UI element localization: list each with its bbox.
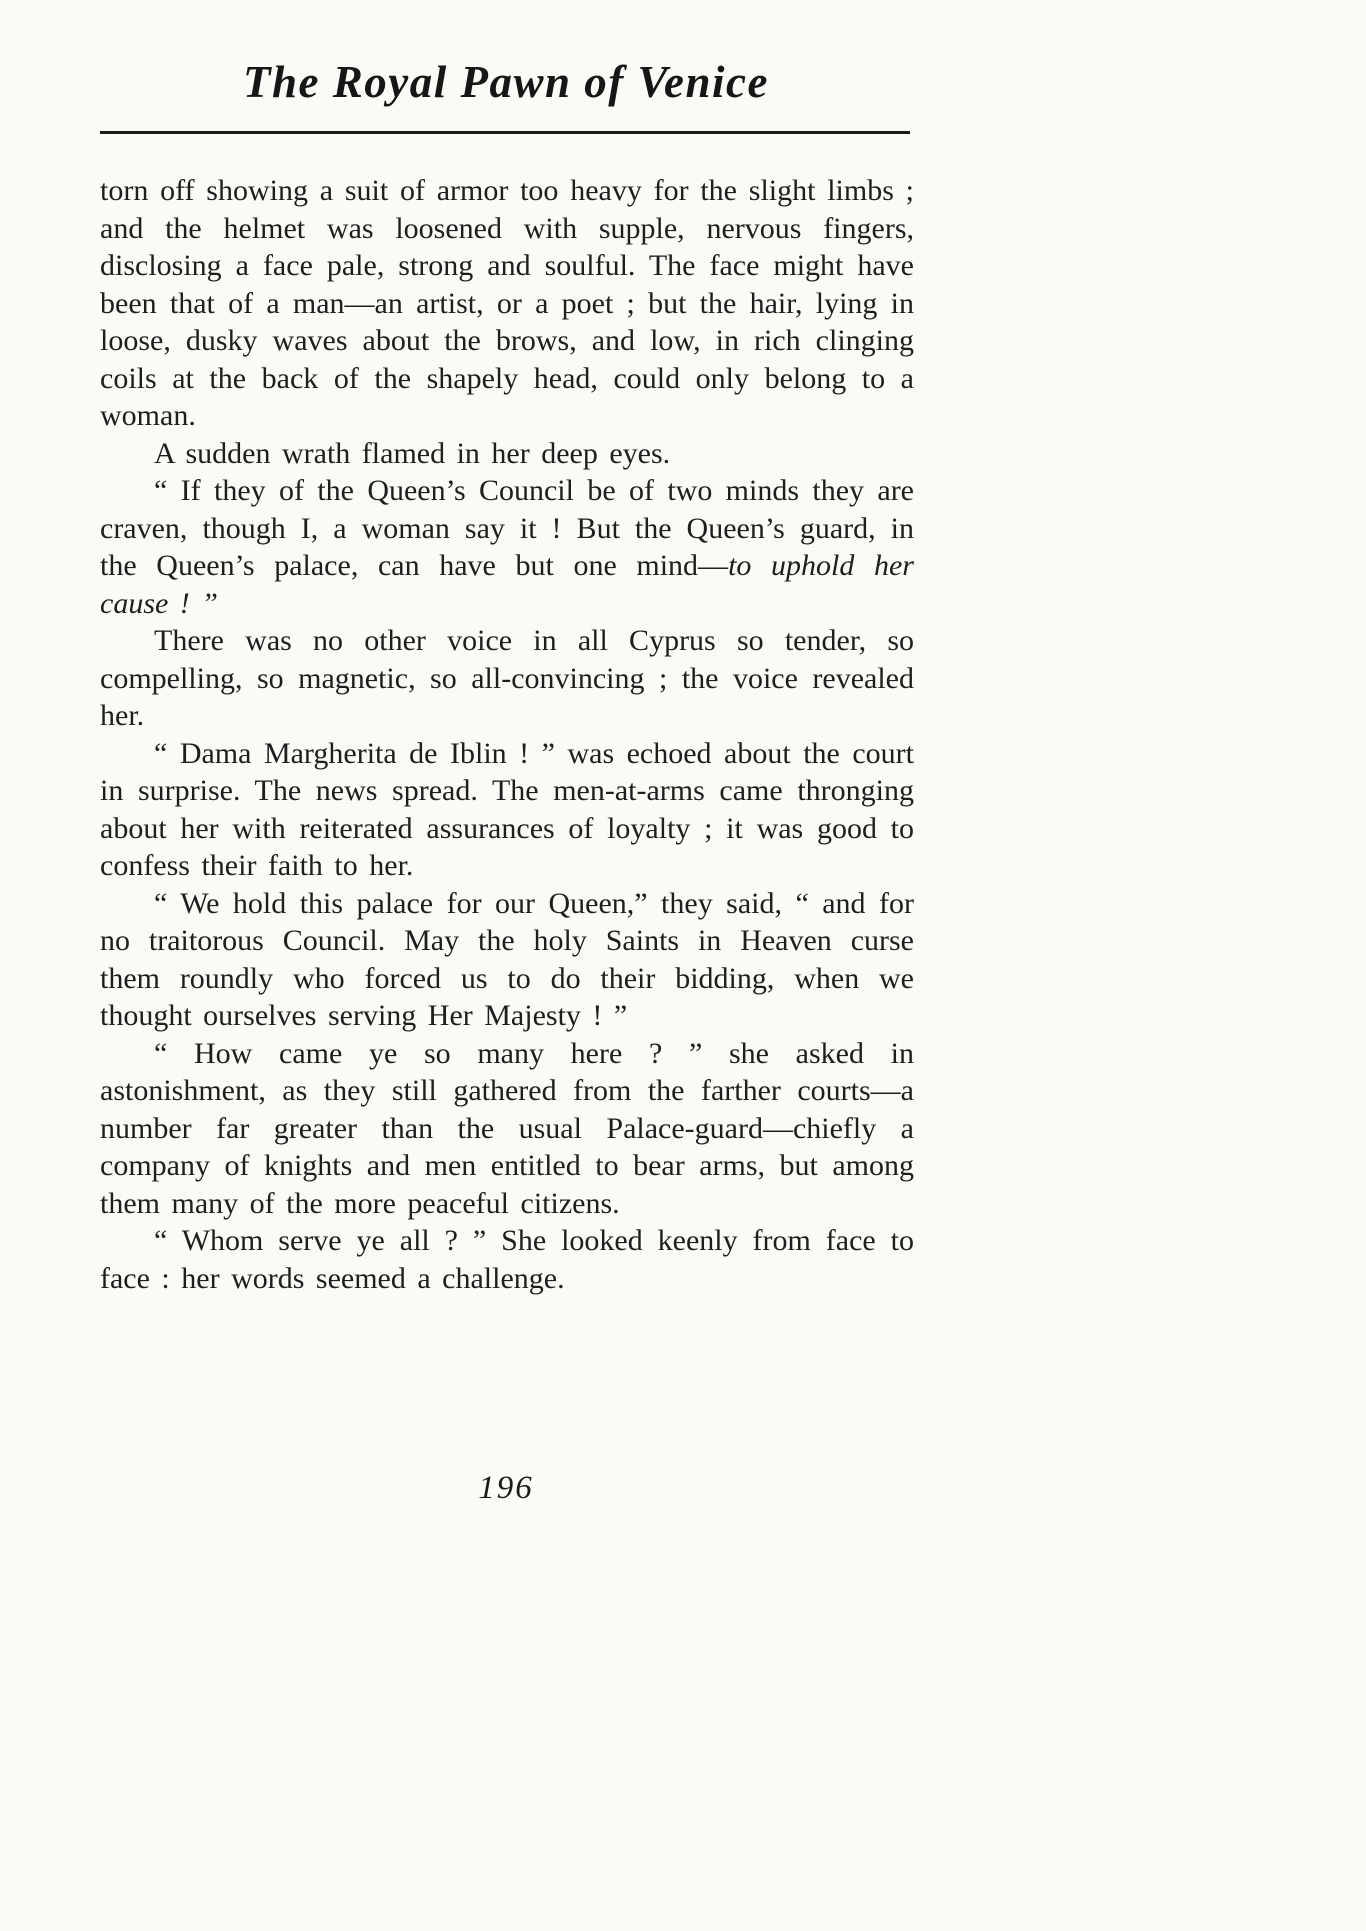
- paragraph: [100, 622, 914, 735]
- running-header-title: The Royal Pawn of Venice: [243, 57, 769, 107]
- header-rule: [100, 131, 910, 134]
- body-paragraphs: [100, 172, 914, 1297]
- paragraph-segment: A sudden wrath flamed in her deep eyes.: [154, 436, 671, 470]
- paragraph: [100, 735, 914, 885]
- paragraph-segment: “ How came ye so many here ? ” she asked in astonishment, as they still gathered from the farther courts—a number far greater than the usual Palace-guard—chiefly a company of knights and men entitled to bear arms, but among them many of the more peaceful citizens.: [100, 1036, 914, 1220]
- paragraph-segment: “ We hold this palace for our Queen,” they said, “ and for no traitorous Council. May the holy Saints in Heaven curse them roundly who forced us to do their bidding, when we thought ourselves serving Her Majesty ! ”: [100, 886, 914, 1032]
- paragraph-segment: “ Whom serve ye all ? ” She looked keenly from face to face : her words seemed a challenge.: [100, 1224, 914, 1295]
- paragraph-segment: There was no other voice in all Cyprus so tender, so compelling, so magnetic, so all-convincing ; the voice revealed her.: [100, 624, 914, 732]
- paragraph: [100, 1035, 914, 1223]
- paragraph-segment-italic: to uphold her cause ! ”: [100, 549, 914, 620]
- paragraph-segment: “ If they of the Queen’s Council be of two minds they are craven, though I, a woman say it ! But the Queen’s guard, in the Queen’s palace, can have but one mind—: [100, 474, 914, 582]
- paragraph: [100, 885, 914, 1035]
- paragraph-segment: “ Dama Margherita de Iblin ! ” was echoed about the court in surprise. The news spread. The men-at-arms came thronging about her with reiterated assurances of loyalty ; it was good to confess their faith to her.: [100, 736, 914, 882]
- paragraph: [100, 435, 914, 473]
- paragraph: [100, 1222, 914, 1297]
- paragraph-segment: torn off showing a suit of armor too heavy for the slight limbs ; and the helmet was loosened with supple, nervous fingers, disclosing a face pale, strong and soulful. The face might have been that of a man—an artist, or a poet ; but the hair, lying in loose, dusky waves about the brows, and low, in rich clinging coils at the back of the shapely head, could only belong to a woman.: [100, 174, 914, 432]
- page-number: 196: [478, 1470, 534, 1506]
- paragraph: [100, 172, 914, 435]
- paragraph: [100, 472, 914, 622]
